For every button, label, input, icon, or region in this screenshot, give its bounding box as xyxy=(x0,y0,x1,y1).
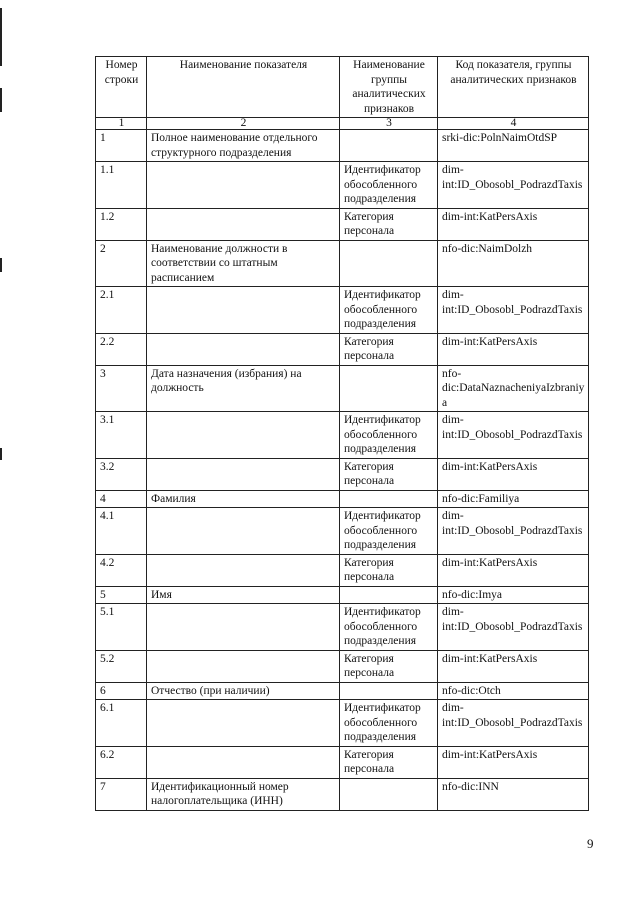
indicator-name-cell xyxy=(147,208,340,240)
code-cell: dim-int:KatPersAxis xyxy=(438,554,589,586)
indicator-name-cell: Наименование должности в соответствии со штатным расписанием xyxy=(147,240,340,287)
row-number-cell: 6 xyxy=(96,682,147,700)
row-number-cell: 2 xyxy=(96,240,147,287)
indicators-table xyxy=(95,56,589,811)
row-number-cell: 3.1 xyxy=(96,412,147,459)
indicator-name-cell xyxy=(147,458,340,490)
group-name-cell xyxy=(340,365,438,412)
scan-edge-mark xyxy=(0,8,2,66)
code-cell: dim-int:KatPersAxis xyxy=(438,333,589,365)
table-row xyxy=(96,412,589,459)
group-name-cell xyxy=(340,778,438,810)
group-name-cell: Категория персонала xyxy=(340,554,438,586)
page-number: 9 xyxy=(587,836,594,851)
code-cell: dim-int:ID_Obosobl_PodrazdTaxis xyxy=(438,508,589,555)
table-row xyxy=(96,208,589,240)
code-cell: nfo-dic:Familiya xyxy=(438,490,589,508)
table-row xyxy=(96,490,589,508)
row-number-cell: 7 xyxy=(96,778,147,810)
column-numbers-row xyxy=(96,118,589,130)
group-name-cell xyxy=(340,682,438,700)
code-cell: dim-int:ID_Obosobl_PodrazdTaxis xyxy=(438,287,589,334)
column-number: 4 xyxy=(438,118,589,130)
column-number: 2 xyxy=(147,118,340,130)
group-name-cell: Категория персонала xyxy=(340,333,438,365)
header-indicator-name: Наименование показателя xyxy=(147,57,340,118)
code-cell: dim-int:KatPersAxis xyxy=(438,650,589,682)
row-number-cell: 6.1 xyxy=(96,700,147,747)
table-row xyxy=(96,333,589,365)
table-row xyxy=(96,778,589,810)
row-number-cell: 2.2 xyxy=(96,333,147,365)
group-name-cell: Категория персонала xyxy=(340,208,438,240)
table-header-row xyxy=(96,57,589,118)
row-number-cell: 2.1 xyxy=(96,287,147,334)
group-name-cell: Идентификатор обособленного подразделения xyxy=(340,604,438,651)
column-number: 1 xyxy=(96,118,147,130)
indicator-name-cell xyxy=(147,162,340,209)
code-cell: dim-int:ID_Obosobl_PodrazdTaxis xyxy=(438,700,589,747)
table-row xyxy=(96,508,589,555)
indicator-name-cell xyxy=(147,333,340,365)
indicator-name-cell xyxy=(147,650,340,682)
code-cell: dim-int:KatPersAxis xyxy=(438,458,589,490)
group-name-cell xyxy=(340,586,438,604)
row-number-cell: 6.2 xyxy=(96,746,147,778)
indicator-name-cell xyxy=(147,700,340,747)
row-number-cell: 1.1 xyxy=(96,162,147,209)
scan-edge-mark xyxy=(0,258,2,272)
indicator-name-cell: Дата назначения (избрания) на должность xyxy=(147,365,340,412)
table-row xyxy=(96,700,589,747)
indicator-name-cell xyxy=(147,412,340,459)
group-name-cell xyxy=(340,130,438,162)
group-name-cell xyxy=(340,490,438,508)
code-cell: nfo-dic:NaimDolzh xyxy=(438,240,589,287)
table-row xyxy=(96,162,589,209)
code-cell: nfo-dic:Imya xyxy=(438,586,589,604)
scan-edge-mark xyxy=(0,88,2,112)
row-number-cell: 3 xyxy=(96,365,147,412)
indicator-name-cell: Полное наименование отдельного структурного подразделения xyxy=(147,130,340,162)
row-number-cell: 1 xyxy=(96,130,147,162)
code-cell: dim-int:ID_Obosobl_PodrazdTaxis xyxy=(438,162,589,209)
table-row xyxy=(96,554,589,586)
indicator-name-cell xyxy=(147,287,340,334)
group-name-cell: Идентификатор обособленного подразделения xyxy=(340,508,438,555)
code-cell: nfo-dic:Otch xyxy=(438,682,589,700)
column-number: 3 xyxy=(340,118,438,130)
row-number-cell: 4 xyxy=(96,490,147,508)
row-number-cell: 1.2 xyxy=(96,208,147,240)
header-group-name: Наименование группы аналитических признаков xyxy=(340,57,438,118)
row-number-cell: 4.2 xyxy=(96,554,147,586)
code-cell: srki-dic:PolnNaimOtdSP xyxy=(438,130,589,162)
table-row xyxy=(96,130,589,162)
code-cell: nfo-dic:DataNaznacheniyaIzbraniya xyxy=(438,365,589,412)
scan-edge-mark xyxy=(0,448,2,460)
row-number-cell: 5.2 xyxy=(96,650,147,682)
code-cell: dim-int:KatPersAxis xyxy=(438,746,589,778)
indicator-name-cell: Идентификационный номер налогоплательщика (ИНН) xyxy=(147,778,340,810)
indicator-name-cell: Имя xyxy=(147,586,340,604)
table-row xyxy=(96,682,589,700)
table-row xyxy=(96,287,589,334)
table-row xyxy=(96,586,589,604)
table-row xyxy=(96,240,589,287)
indicator-name-cell xyxy=(147,554,340,586)
indicator-name-cell xyxy=(147,508,340,555)
row-number-cell: 5.1 xyxy=(96,604,147,651)
group-name-cell: Идентификатор обособленного подразделения xyxy=(340,412,438,459)
group-name-cell: Идентификатор обособленного подразделения xyxy=(340,700,438,747)
indicator-name-cell xyxy=(147,746,340,778)
table-row xyxy=(96,458,589,490)
group-name-cell xyxy=(340,240,438,287)
code-cell: dim-int:ID_Obosobl_PodrazdTaxis xyxy=(438,412,589,459)
code-cell: nfo-dic:INN xyxy=(438,778,589,810)
row-number-cell: 5 xyxy=(96,586,147,604)
row-number-cell: 4.1 xyxy=(96,508,147,555)
group-name-cell: Категория персонала xyxy=(340,746,438,778)
header-code: Код показателя, группы аналитических признаков xyxy=(438,57,589,118)
header-row-number: Номер строки xyxy=(96,57,147,118)
row-number-cell: 3.2 xyxy=(96,458,147,490)
group-name-cell: Идентификатор обособленного подразделения xyxy=(340,162,438,209)
group-name-cell: Категория персонала xyxy=(340,650,438,682)
table-body xyxy=(96,57,589,811)
group-name-cell: Идентификатор обособленного подразделения xyxy=(340,287,438,334)
indicator-name-cell xyxy=(147,604,340,651)
code-cell: dim-int:ID_Obosobl_PodrazdTaxis xyxy=(438,604,589,651)
indicator-name-cell: Отчество (при наличии) xyxy=(147,682,340,700)
indicator-name-cell: Фамилия xyxy=(147,490,340,508)
table-row xyxy=(96,650,589,682)
table-row xyxy=(96,365,589,412)
group-name-cell: Категория персонала xyxy=(340,458,438,490)
table-row xyxy=(96,604,589,651)
table-row xyxy=(96,746,589,778)
code-cell: dim-int:KatPersAxis xyxy=(438,208,589,240)
